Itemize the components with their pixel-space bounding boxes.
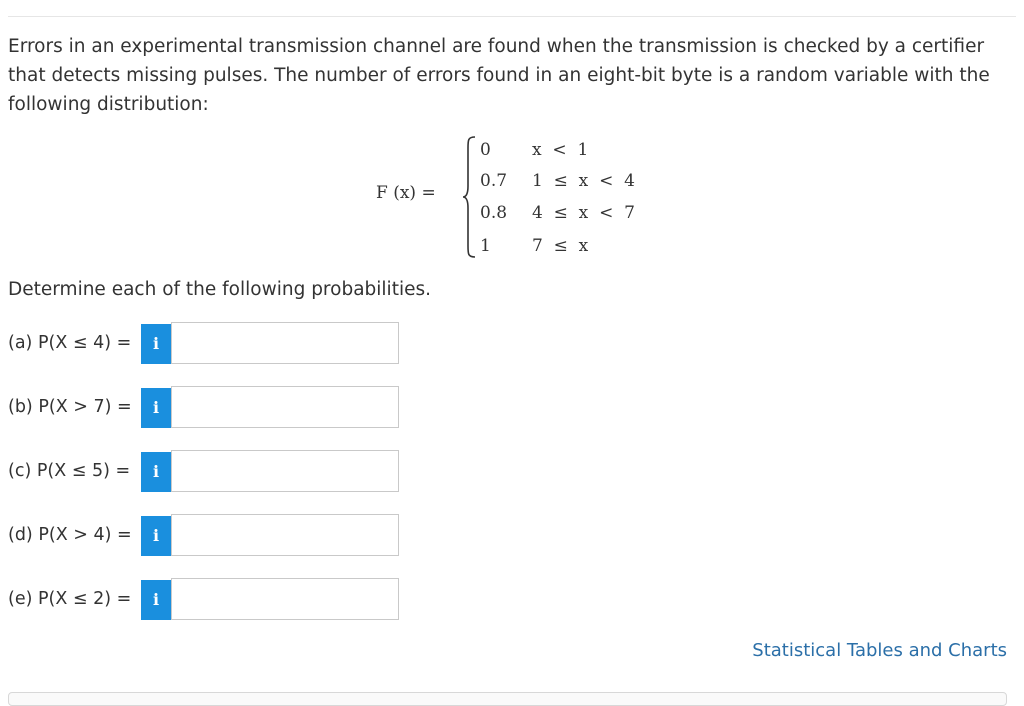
formula-value: 0.7 — [480, 171, 508, 191]
cdf-formula — [0, 130, 1024, 265]
info-icon[interactable]: i — [141, 388, 171, 428]
answer-input-c[interactable] — [171, 450, 399, 492]
part-label: (a) P(X ≤ 4) = — [8, 333, 132, 353]
part-label: (d) P(X > 4) = — [8, 525, 132, 545]
formula-condition: 1 ≤ x < 4 — [532, 171, 635, 191]
info-icon[interactable]: i — [141, 580, 171, 620]
info-icon[interactable]: i — [141, 452, 171, 492]
answer-input-b[interactable] — [171, 386, 399, 428]
part-label: (e) P(X ≤ 2) = — [8, 589, 132, 609]
top-divider — [8, 16, 1016, 17]
statistical-tables-link[interactable]: Statistical Tables and Charts — [752, 640, 1007, 661]
formula-value: 0.8 — [480, 203, 508, 223]
formula-condition: 4 ≤ x < 7 — [532, 203, 635, 223]
formula-lhs: F (x) = — [376, 183, 436, 203]
answer-input-d[interactable] — [171, 514, 399, 556]
formula-value: 0 — [480, 140, 491, 160]
part-label: (b) P(X > 7) = — [8, 397, 132, 417]
instruction-text: Determine each of the following probabilities. — [8, 279, 431, 300]
formula-condition: 7 ≤ x — [532, 236, 589, 256]
answer-input-e[interactable] — [171, 578, 399, 620]
formula-value: 1 — [480, 236, 491, 256]
footer-panel — [8, 692, 1007, 706]
info-icon[interactable]: i — [141, 516, 171, 556]
left-brace-icon — [462, 136, 476, 258]
answer-input-a[interactable] — [171, 322, 399, 364]
formula-condition: x < 1 — [532, 140, 589, 160]
part-label: (c) P(X ≤ 5) = — [8, 461, 131, 481]
question-text: Errors in an experimental transmission channel are found when the transmission is checked by a certifier that detects missing pulses. The number of errors found in an eight-bit byte is a random variable with the following distribution: — [8, 36, 990, 115]
info-icon[interactable]: i — [141, 324, 171, 364]
